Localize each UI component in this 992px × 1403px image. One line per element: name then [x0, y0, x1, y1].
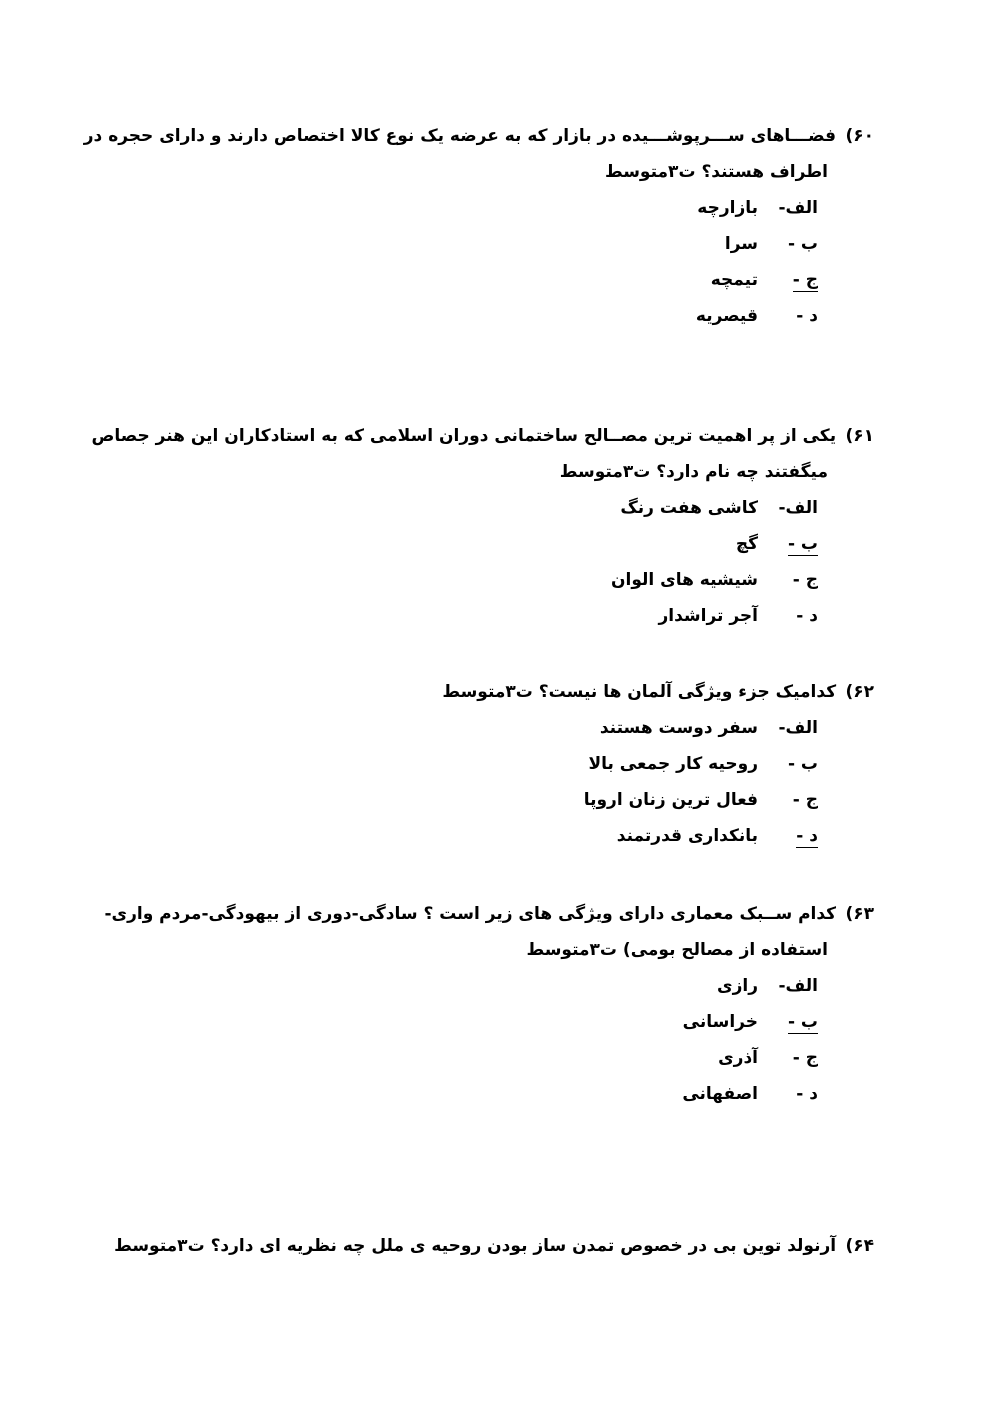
option-text: بازارچه — [697, 198, 758, 218]
option-text: قیصریه — [695, 306, 758, 326]
question-text-line — [114, 454, 874, 490]
question-text-line — [91, 418, 874, 454]
option-text: تیمچه — [710, 270, 758, 290]
option-key: د - — [796, 306, 818, 326]
option-text: آذری — [718, 1048, 758, 1068]
question-text: کدام ســبک معماری دارای ویژگی های زیر است ؟ سادگی-دوری از بیهودگی-مردم واری- — [104, 904, 837, 924]
option-key: ب - — [787, 754, 818, 774]
option-key: الف- — [778, 498, 818, 518]
option-a — [114, 710, 874, 746]
option-text: سفر دوست هستند — [599, 718, 758, 738]
option-key-underlined: د - — [796, 826, 818, 846]
question-text-line — [104, 896, 874, 932]
question-text: میگفتند چه نام دارد؟ ت۳متوسط — [559, 462, 828, 482]
option-text: اصفهانی — [682, 1084, 758, 1104]
question-63 — [104, 896, 874, 1112]
option-text: گچ — [735, 534, 758, 554]
option-a — [114, 490, 874, 526]
option-text: سرا — [724, 234, 758, 254]
question-text: کدامیک جزء ویژگی آلمان ها نیست؟ ت۳متوسط — [442, 682, 837, 702]
option-text: روحیه کار جمعی بالا — [588, 754, 758, 774]
question-64 — [114, 1228, 874, 1264]
question-text-line — [114, 1228, 874, 1264]
option-key: د - — [796, 1084, 818, 1104]
option-a — [114, 190, 874, 226]
question-text: استفاده از مصالح بومی) ت۳متوسط — [526, 940, 828, 960]
question-number: ۶۳) — [845, 904, 874, 924]
option-text: فعال ترین زنان اروپا — [583, 790, 758, 810]
option-b — [114, 226, 874, 262]
option-b-correct — [114, 526, 874, 562]
option-d — [114, 1076, 874, 1112]
question-text-line — [83, 118, 874, 154]
option-key: د - — [796, 606, 818, 626]
option-key: الف- — [778, 976, 818, 996]
option-key-underlined: ب - — [787, 1012, 818, 1032]
question-number: ۶۰) — [845, 126, 874, 146]
option-c-correct — [114, 262, 874, 298]
option-key-underlined: ج - — [792, 270, 818, 290]
question-text: یکی از پر اهمیت ترین مصــالح ساختمانی دوران اسلامی که به استادکاران این هنر جصاص — [91, 426, 837, 446]
option-key: الف- — [778, 718, 818, 738]
option-key: ج - — [792, 570, 818, 590]
option-text: خراسانی — [682, 1012, 758, 1032]
option-d — [114, 298, 874, 334]
option-text: آجر تراشدار — [658, 606, 758, 626]
option-d-correct — [114, 818, 874, 854]
option-b — [114, 746, 874, 782]
option-text: کاشی هفت رنگ — [620, 498, 758, 518]
question-number: ۶۴) — [845, 1236, 874, 1256]
question-text: آرنولد توین بی در خصوص تمدن ساز بودن روحیه ی ملل چه نظریه ای دارد؟ ت۳متوسط — [114, 1236, 837, 1256]
option-key: الف- — [778, 198, 818, 218]
question-text-line — [114, 932, 874, 968]
question-number: ۶۲) — [845, 682, 874, 702]
question-number: ۶۱) — [845, 426, 874, 446]
question-text: اطراف هستند؟ ت۳متوسط — [605, 162, 828, 182]
option-text: رازی — [717, 976, 758, 996]
question-text: فضـــاهای ســـرپوشـــیده در بازار که به عرضه یک نوع کالا اختصاص دارند و دارای حجره در — [83, 126, 837, 146]
question-text-line — [114, 154, 874, 190]
option-key: ج - — [792, 790, 818, 810]
question-61 — [91, 418, 874, 634]
option-text: بانکداری قدرتمند — [616, 826, 758, 846]
question-text-line — [114, 674, 874, 710]
question-62 — [114, 674, 874, 854]
option-key-underlined: ب - — [787, 534, 818, 554]
option-c — [114, 1040, 874, 1076]
question-60 — [83, 118, 874, 334]
option-a — [114, 968, 874, 1004]
option-c — [114, 782, 874, 818]
option-text: شیشیه های الوان — [611, 570, 758, 590]
option-d — [114, 598, 874, 634]
option-c — [114, 562, 874, 598]
option-key: ب - — [787, 234, 818, 254]
option-key: ج - — [792, 1048, 818, 1068]
option-b-correct — [114, 1004, 874, 1040]
